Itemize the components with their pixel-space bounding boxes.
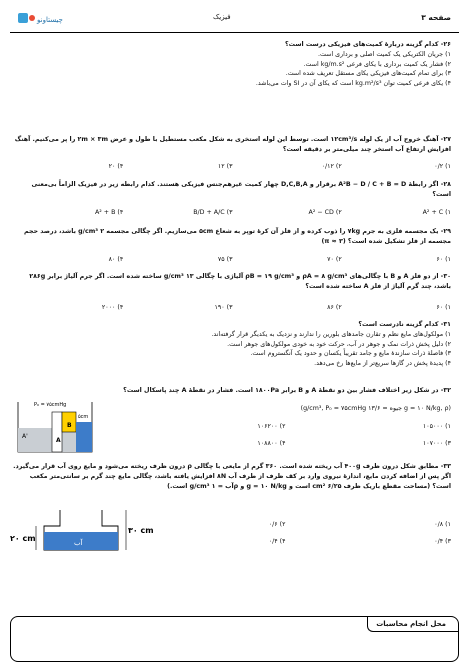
svg-text:آب: آب	[74, 539, 83, 547]
question-29-title: ۲۹- یک مجسمه فلزی به جرم ۷kg را ذوب کرده و از فلز آن کرهٔ توپر به شعاع ۵cm می‌سازیم. اگر چگالی مجسمه ۲ g/cm³ باشد، درصد حجم مجسمه از فلز تشکیل شده است؟ (π ≈ ۳)	[24, 228, 451, 245]
calculation-area	[10, 616, 459, 662]
option-4[interactable]: ۴) پدیدهٔ پخش در گازها سریع‌تر از مایع‌ها رخ می‌دهد.	[314, 360, 451, 367]
option-1[interactable]: ۱) ۰/۸	[434, 521, 451, 528]
question-28-options	[14, 209, 451, 216]
question-33-figure	[8, 506, 154, 556]
question-32-options-b	[120, 440, 451, 447]
svg-text:۳۰ cm: ۳۰ cm	[128, 526, 154, 535]
svg-text:۲۰ cm: ۲۰ cm	[10, 534, 36, 543]
question-32-figure	[12, 398, 108, 456]
option-1[interactable]: ۱) ۶۰	[436, 304, 451, 311]
option-3[interactable]: ۳) فاصلهٔ ذرات سازندهٔ مایع و جامد تقریباً یکسان و حدود یک آنگستروم است.	[250, 350, 451, 358]
question-33-options-a	[120, 521, 451, 528]
option-4[interactable]: ۴) ۲۰۰۰	[101, 304, 124, 311]
option-1[interactable]: ۱) ۰/۲	[434, 163, 451, 170]
option-1[interactable]: ۱) ۱۰۵۰۰۰	[422, 423, 451, 430]
option-3[interactable]: ۳) ۱۰۷۰۰۰	[422, 440, 451, 447]
option-3[interactable]: ۳) برای تمام کمیت‌های فیزیکی یکای مستقل تعریف شده است.	[285, 70, 451, 78]
option-4[interactable]: ۴) یکای فرعی کمیت توان kg.m²/s³ است که یکای آن در SI وات می‌باشد.	[255, 80, 451, 87]
option-2[interactable]: ۲) فشار یک کمیت برداری با یکای فرعی kg/m.s² است.	[303, 60, 451, 68]
logo	[16, 9, 63, 29]
question-29-options	[14, 256, 451, 263]
svg-text:چیستاونو: چیستاونو	[37, 16, 63, 24]
question-32-title: ۳۲- در شکل زیر اختلاف فشار بین دو نقطهٔ A و B برابر ۱۸۰۰Pa است. فشار در نقطهٔ A چند پاسکال است؟	[123, 387, 451, 394]
svg-text:۵cm: ۵cm	[78, 414, 89, 420]
question-30-options	[14, 304, 451, 311]
page-number: صفحه ۳	[421, 13, 451, 22]
option-4[interactable]: ۴) ۱۰۸۸۰۰	[257, 440, 286, 447]
question-31	[12, 320, 451, 369]
question-28-title: ۲۸- اگر رابطهٔ A²B − D / C + B = D برقرار و D,C,B,A چهار کمیت غیرهم‌جنس فیزیکی هستند. کدام رابطه زیر در فیزیک الزاماً بی‌معنی است؟	[31, 181, 451, 198]
svg-text:A': A'	[22, 433, 28, 440]
option-1[interactable]: ۱) مولکول‌های مایع نظم و تقارن جامدهای بلورین را ندارند و نزدیک به یکدیگر قرار گرفته‌اند.	[211, 330, 451, 338]
option-3[interactable]: ۳) B/D + A/C	[193, 209, 233, 216]
option-3[interactable]: ۳) ۱۲	[217, 163, 233, 170]
question-32-given: (g = ۱۰ N/kg, ρ جیوه = ۱۳/۶ g/cm³, P₀ = ۷۵cmHg)	[300, 405, 451, 412]
option-2[interactable]: ۲) ۸۶	[327, 304, 342, 311]
question-30-title: ۳۰- از دو فلز A و B با چگالی‌های ρA = ۸ g/cm³ و ρB = ۱۹ g/cm³ آلیاژی با چگالی ۱۳ g/cm³ ساخته شده است. اگر جرم آلیاژ برابر ۲۸۶g باشد، چند گرم آلیاژ از فلز A ساخته شده است؟	[29, 273, 451, 290]
option-2[interactable]: ۲) ۰/۶	[268, 521, 286, 528]
option-2[interactable]: ۲) ۷۰	[327, 256, 342, 263]
question-title: ۲۶- کدام گزینه دربارهٔ کمیت‌های فیزیکی درست است؟	[285, 41, 451, 48]
question-title: ۳۱- کدام گزینه نادرست است؟	[358, 321, 451, 328]
question-32-options-a	[120, 423, 451, 430]
option-1[interactable]: ۱) جریان الکتریکی یک کمیت اصلی و برداری است.	[317, 50, 451, 58]
header-divider	[10, 32, 459, 33]
svg-text:B: B	[67, 422, 72, 429]
option-3[interactable]: ۳) ۷۵	[217, 256, 233, 263]
svg-text:P₀ = ۷۵cmHg: P₀ = ۷۵cmHg	[34, 402, 67, 408]
option-4[interactable]: ۴) ۸۰	[108, 256, 124, 263]
question-27-options	[14, 163, 451, 170]
option-4[interactable]: ۴) ۰/۴	[268, 538, 286, 545]
option-1[interactable]: ۱) A² + C	[422, 209, 451, 216]
option-2[interactable]: ۲) ۱۰۶۲۰۰	[257, 423, 286, 430]
question-26	[12, 40, 451, 89]
question-33-options-b	[120, 538, 451, 545]
option-3[interactable]: ۳) ۱۹۰	[214, 304, 233, 311]
question-27-title: ۲۷- آهنگ خروج آب از یک لوله ۱۲cm³/s است. توسط این لوله استخری به شکل مکعب مستطیل با طول و عرض ۲m × ۳m را پر می‌کنیم. آهنگ افزایش ارتفاع آب استخر چند میلی‌متر بر دقیقه است؟	[14, 136, 451, 153]
page-header	[8, 9, 461, 31]
option-4[interactable]: ۴) ۲۰	[108, 163, 124, 170]
svg-text:A: A	[56, 437, 61, 444]
option-4[interactable]: ۴) A² + B	[94, 209, 124, 216]
option-2[interactable]: ۲) ۰/۱۲	[321, 163, 342, 170]
option-3[interactable]: ۳) ۰/۴	[434, 538, 451, 545]
option-2[interactable]: ۲) دلیل پخش ذرات نمک و جوهر در آب، حرکت خود به خودی مولکول‌های جوهر است.	[227, 340, 451, 348]
option-1[interactable]: ۱) ۶۰	[436, 256, 451, 263]
subject-title: فیزیک	[213, 13, 231, 21]
question-33-title: ۳۳- مطابق شکل درون ظرف ۴۰۰g آب ریخته شده است. ۳۶۰ گرم از مایعی با چگالی ρ درون ظرف ریخته می‌شود و مایع روی آب قرار می‌گیرد. اگر پس از اضافه کردن مایع، اندازهٔ نیروی وارد بر کف ظرف از طرف آب ۸N افزایش یافته باشد، چگالی مایع چند گرم بر سانتی‌متر مکعب است؟ (مساحت مقطع باریک ظرف ۶/۲۵ cm² است و g = ۱۰ N/kg و ρآب = ۱ g/cm³ است.)	[13, 463, 451, 490]
option-2[interactable]: ۲) A² − CD	[308, 209, 342, 216]
calculation-label: محل انجام محاسبات	[376, 620, 446, 628]
